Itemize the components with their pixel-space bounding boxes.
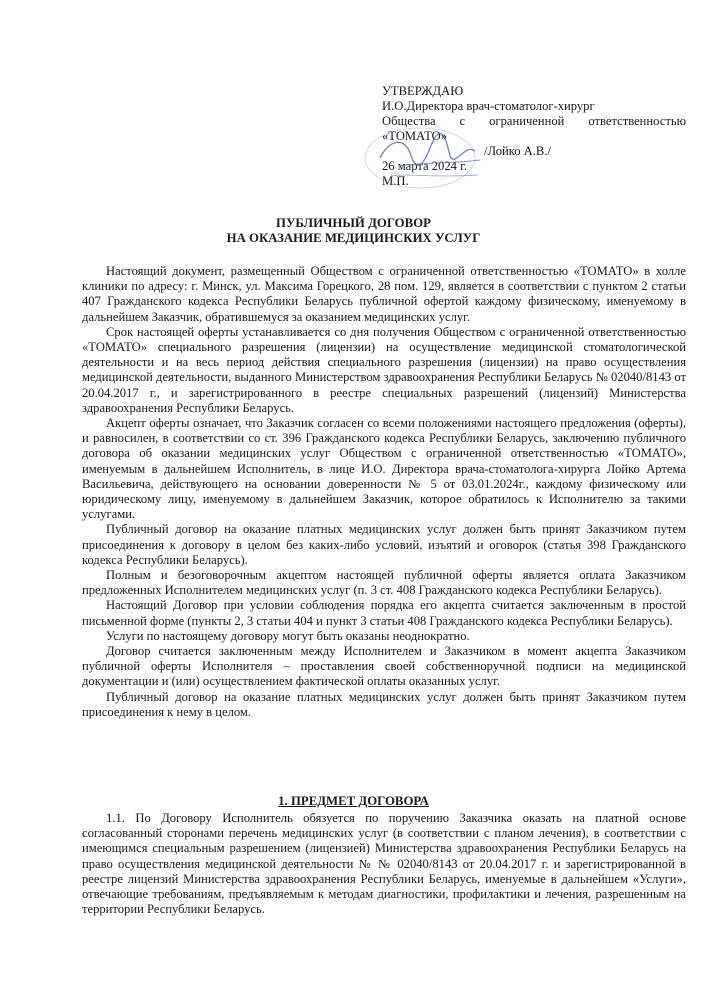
organization-name: «ТОМАТО» [382, 129, 448, 143]
paragraph: Срок настоящей оферты устанавливается со дня получения Обществом с ограниченной ответственностью «ТОМАТО» специального разрешения (лицензии) на осуществление медицинской стоматологической деятельности и на весь период действия специального разрешения (лицензии) на право осуществления медицинской деятельности, выданного Министерством здравоохранения Республики Беларусь № 02040/8143 от 20.04.2017 г., и зарегистрированного в реестре специальных разрешений (лицензий) Министерства здравоохранения Республики Беларусь. [82, 324, 686, 415]
paragraph: Услуги по настоящему договору могут быть оказаны неоднократно. [106, 628, 470, 643]
section-body [82, 811, 686, 917]
approval-heading: УТВЕРЖДАЮ [382, 84, 464, 98]
document-title [100, 216, 607, 246]
signature-row [382, 144, 686, 159]
paragraph: Настоящий документ, размещенный Обществом с ограниченной ответственностью «ТОМАТО» в холле клиники по адресу: г. Минск, ул. Максима Горецкого, 28 пом. 129, является в соответствии с пунктом 2 статьи 407 Гражданского кодекса Республики Беларусь публичной офертой каждому физическому, именуемому в дальнейшем Заказчик, обратившемуся за оказанием медицинских услуг. [82, 264, 686, 324]
seal-place: М.П. [382, 174, 409, 188]
approval-date: 26 марта 2024 г. [382, 159, 467, 173]
signatory-name: /Лойко А.В./ [484, 144, 551, 158]
organization-form: Общества с ограниченной ответственностью [382, 114, 686, 128]
clause-1-1: 1.1. По Договору Исполнитель обязуется по поручению Заказчика оказать на платной основе согласованный сторонами перечень медицинских услуг (в соответствии с планом лечения), в соответствии с имеющимся специальным разрешением (лицензией) Министерства здравоохранения Республики Беларусь на право осуществления медицинской деятельности № № 02040/8143 от 20.04.2017 г. и зарегистрированной в реестре лицензий Министерства здравоохранения Республики Беларусь, именуемые в дальнейшем «Услуги», отвечающие требованиям, предъявляемым к методам диагностики, профилактики и лечения, разрешенным на территории Республики Беларусь. [82, 811, 686, 917]
paragraph: Публичный договор на оказание платных медицинских услуг должен быть принят Заказчиком путем присоединения к договору в целом без каких-либо условий, изъятий и оговорок (статья 398 Гражданского кодекса Республики Беларусь). [82, 522, 686, 567]
preamble [82, 264, 686, 720]
title-line-1: ПУБЛИЧНЫЙ ДОГОВОР [276, 216, 431, 230]
approver-position: И.О.Директора врач-стоматолог-хирург [382, 99, 595, 113]
paragraph: Настоящий Договор при условии соблюдения порядка его акцепта считается заключенным в простой письменной форме (пункты 2, 3 статьи 404 и пункт 3 статьи 408 Гражданского кодекса Республики Беларусь). [82, 598, 686, 628]
paragraph: Публичный договор на оказание платных медицинских услуг должен быть принят Заказчиком путем присоединения к нему в целом. [82, 689, 686, 719]
section-heading: 1. ПРЕДМЕТ ДОГОВОРА [278, 794, 429, 808]
title-line-2: НА ОКАЗАНИЕ МЕДИЦИНСКИХ УСЛУГ [226, 231, 481, 245]
approval-block [382, 84, 686, 189]
paragraph: Полным и безоговорочным акцептом настоящей публичной оферты является оплата Заказчиком предложенных Исполнителем медицинских услуг (п. 3 ст. 408 Гражданского кодекса Республики Беларусь). [82, 568, 686, 598]
paragraph: Акцепт оферты означает, что Заказчик согласен со всеми положениями настоящего предложения (оферты), и равносилен, в соответствии со ст. 396 Гражданского кодекса Республики Беларусь, заключению публичного договора об оказании медицинских услуг Обществом с ограниченной ответственностью «ТОМАТО», именуемым в дальнейшем Исполнитель, в лице И.О. Директора врача-стоматолога-хирурга Лойко Артема Васильевича, действующего на основании доверенности № 5 от 03.01.2024г., каждому физическому или юридическому лицу, именуемому в дальнейшем Заказчик, которое обратилось к Исполнителю за такими услугами. [82, 416, 686, 522]
paragraph: Договор считается заключенным между Исполнителем и Заказчиком в момент акцепта Заказчиком публичной оферты Исполнителя – проставления своей собственноручной подписи на медицинской документации и (или) осуществлением фактической оплаты оказанных услуг. [82, 644, 686, 689]
